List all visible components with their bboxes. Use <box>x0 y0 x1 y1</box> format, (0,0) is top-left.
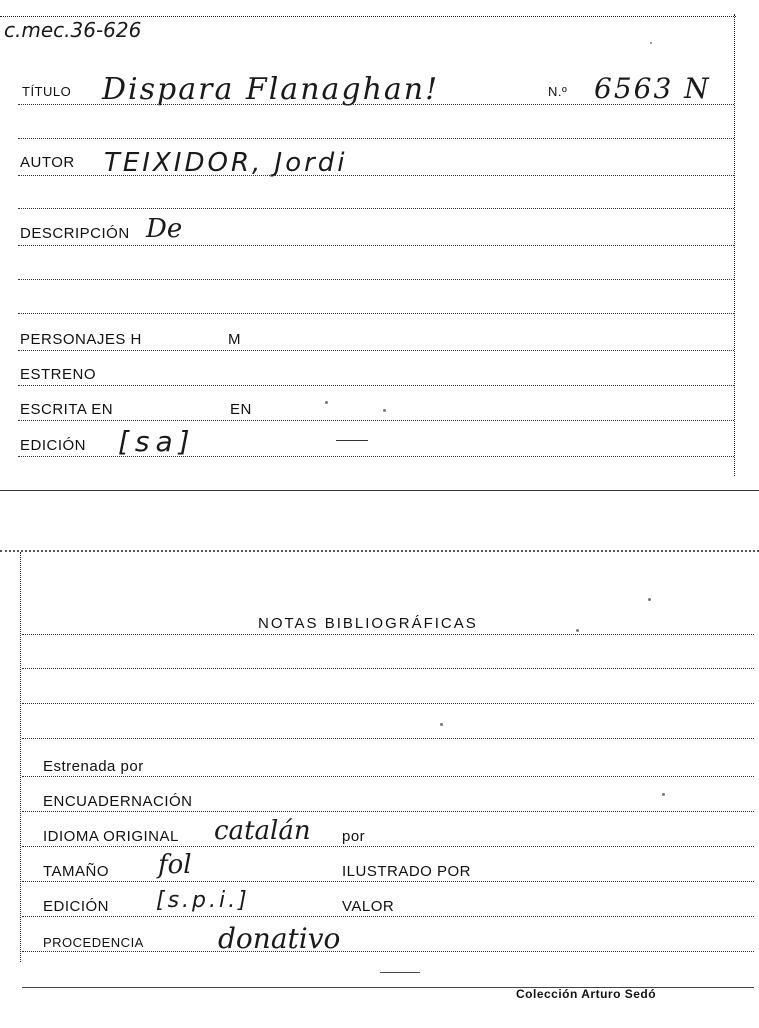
tamano-line <box>22 881 754 882</box>
edicion-mark <box>336 440 368 441</box>
estrenada-label: Estrenada por <box>43 758 144 775</box>
procedencia-label: PROCEDENCIA <box>43 935 144 950</box>
card-bottom-edge <box>0 490 759 491</box>
rule-line <box>18 138 734 139</box>
edicion-line <box>18 456 734 457</box>
escrita-line <box>18 420 734 421</box>
personajes-m-label: M <box>228 331 241 348</box>
edicion-value: [sa] <box>118 425 196 458</box>
edicion-label: EDICIÓN <box>43 898 110 915</box>
estrenada-line <box>22 776 754 777</box>
ilustrado-label: ILUSTRADO POR <box>342 863 472 880</box>
speckle <box>440 723 443 726</box>
titulo-value: Dispara Flanaghan! <box>102 72 440 107</box>
autor-value: TEIXIDOR, Jordi <box>104 148 348 178</box>
escrita-label: ESCRITA EN <box>20 401 114 418</box>
descripcion-line <box>18 245 734 246</box>
top-catalog-card <box>0 0 759 490</box>
rule-line <box>18 313 734 314</box>
autor-line <box>18 175 734 176</box>
speckle <box>383 409 386 412</box>
speckle <box>648 598 651 601</box>
personajes-label: PERSONAJES H <box>20 331 142 348</box>
card-top-border <box>0 550 759 552</box>
titulo-line <box>18 104 734 105</box>
descripcion-value: De <box>146 214 183 244</box>
rule-line <box>22 738 754 739</box>
procedencia-mark <box>380 972 420 973</box>
tamano-label: TAMAÑO <box>43 863 110 880</box>
speckle <box>576 629 579 632</box>
personajes-line <box>18 350 734 351</box>
catalog-code: c.mec.36-626 <box>4 18 142 42</box>
titulo-label: TÍTULO <box>22 84 72 99</box>
notas-line <box>22 634 754 635</box>
edicion-label: EDICIÓN <box>20 437 87 454</box>
rule-line <box>18 208 734 209</box>
edicion-value: [s.p.i.] <box>156 888 250 913</box>
numero-label: N.º <box>548 84 568 99</box>
speckle <box>662 793 665 796</box>
escrita-en-label: EN <box>230 401 252 418</box>
footer-collection: Colección Arturo Sedó <box>516 987 657 1001</box>
idioma-por-label: por <box>342 828 366 845</box>
edicion-line <box>22 916 754 917</box>
idioma-line <box>22 846 754 847</box>
card-right-border <box>734 14 735 476</box>
speckle <box>325 401 328 404</box>
idioma-value: catalán <box>214 816 311 846</box>
bottom-catalog-card <box>0 540 759 1028</box>
valor-label: VALOR <box>342 898 395 915</box>
encuadernacion-line <box>22 811 754 812</box>
rule-line <box>22 703 754 704</box>
descripcion-label: DESCRIPCIÓN <box>20 225 130 242</box>
speckle <box>650 42 652 44</box>
autor-label: AUTOR <box>20 154 75 171</box>
rule-line <box>18 279 734 280</box>
encuadernacion-label: ENCUADERNACIÓN <box>43 793 193 810</box>
estreno-label: ESTRENO <box>20 366 97 383</box>
idioma-label: IDIOMA ORIGINAL <box>43 828 179 845</box>
procedencia-line <box>22 951 754 952</box>
estreno-line <box>18 385 734 386</box>
card-top-border <box>0 16 736 17</box>
procedencia-value: donativo <box>218 922 341 955</box>
rule-line <box>22 668 754 669</box>
numero-value: 6563 N <box>594 72 711 105</box>
tamano-value: fol <box>158 850 192 880</box>
card-left-border <box>20 552 21 962</box>
notas-title: NOTAS BIBLIOGRÁFICAS <box>258 615 478 632</box>
